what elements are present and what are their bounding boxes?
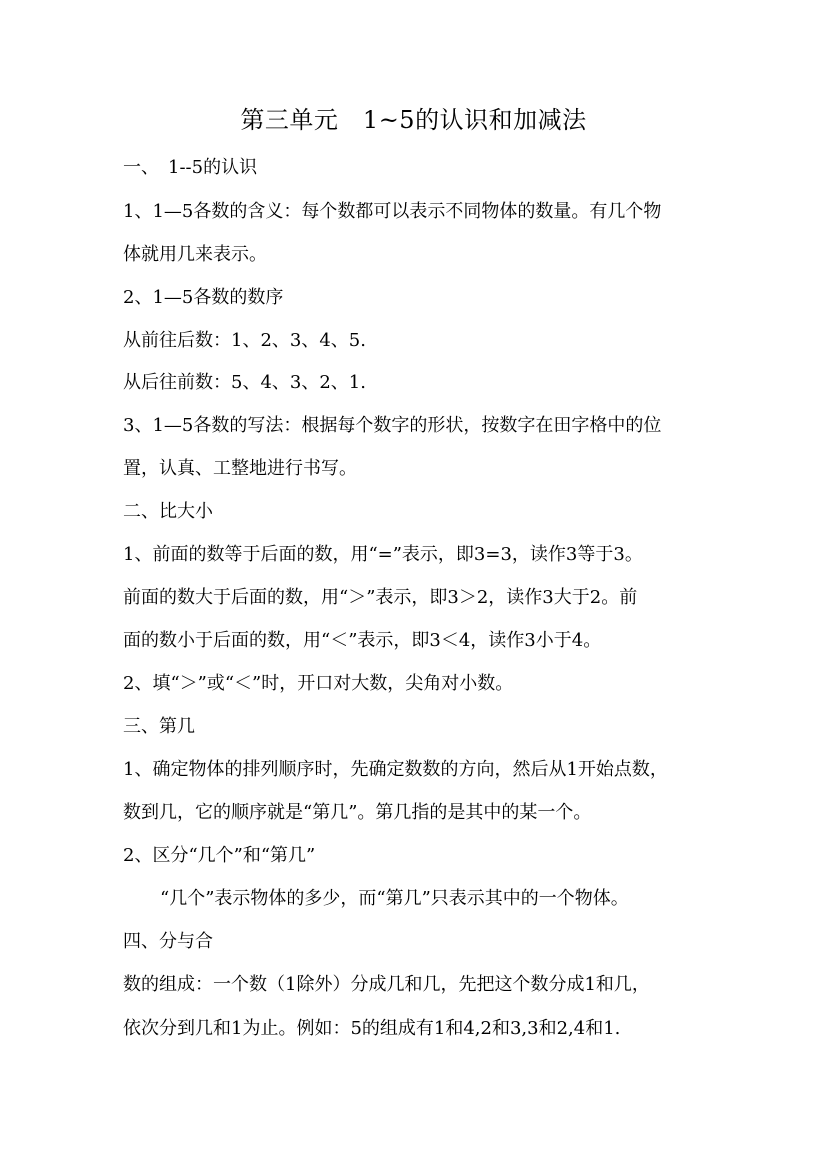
paragraph-line: 面的数小于后面的数，用“＜”表示，即3＜4，读作3小于4。 (123, 630, 602, 651)
paragraph-line: 置，认真、工整地进行书写。 (123, 458, 357, 479)
paragraph-line: “几个”表示物体的多少，而“第几”只表示其中的一个物体。 (160, 888, 629, 909)
paragraph-line: 体就用几来表示。 (123, 244, 267, 265)
paragraph-line: 数到几，它的顺序就是“第几”。第几指的是其中的某一个。 (123, 802, 592, 823)
paragraph-line: 1、前面的数等于后面的数，用“=”表示，即3=3，读作3等于3。 (123, 544, 643, 565)
section-heading-3: 三、第几 (123, 716, 195, 737)
paragraph-line: 数的组成：一个数（1除外）分成几和几，先把这个数分成1和几， (123, 974, 650, 995)
paragraph-line: 3、1—5各数的写法：根据每个数字的形状，按数字在田字格中的位 (123, 415, 662, 436)
paragraph-line: 2、区分“几个”和“第几” (123, 845, 316, 866)
paragraph-line: 1、确定物体的排列顺序时，先确定数数的方向，然后从1开始点数， (123, 759, 668, 780)
paragraph-line: 1、1—5各数的含义：每个数都可以表示不同物体的数量。有几个物 (123, 201, 662, 222)
document-title: 第三单元 1~5的认识和加减法 (240, 106, 587, 134)
paragraph-line: 从后往前数：5、4、3、2、1. (123, 372, 366, 393)
section-heading-4: 四、分与合 (123, 931, 213, 952)
paragraph-line: 前面的数大于后面的数，用“＞”表示，即3＞2，读作3大于2。前 (123, 587, 638, 608)
paragraph-line: 依次分到几和1为止。例如：5的组成有1和4,2和3,3和2,4和1. (123, 1018, 621, 1039)
section-heading-1: 一、 1--5的认识 (123, 157, 258, 178)
paragraph-line: 从前往后数：1、2、3、4、5. (123, 330, 366, 351)
paragraph-line: 2、1—5各数的数序 (123, 287, 284, 308)
paragraph-line: 2、填“＞”或“＜”时，开口对大数，尖角对小数。 (123, 673, 514, 694)
section-heading-2: 二、比大小 (123, 501, 213, 522)
